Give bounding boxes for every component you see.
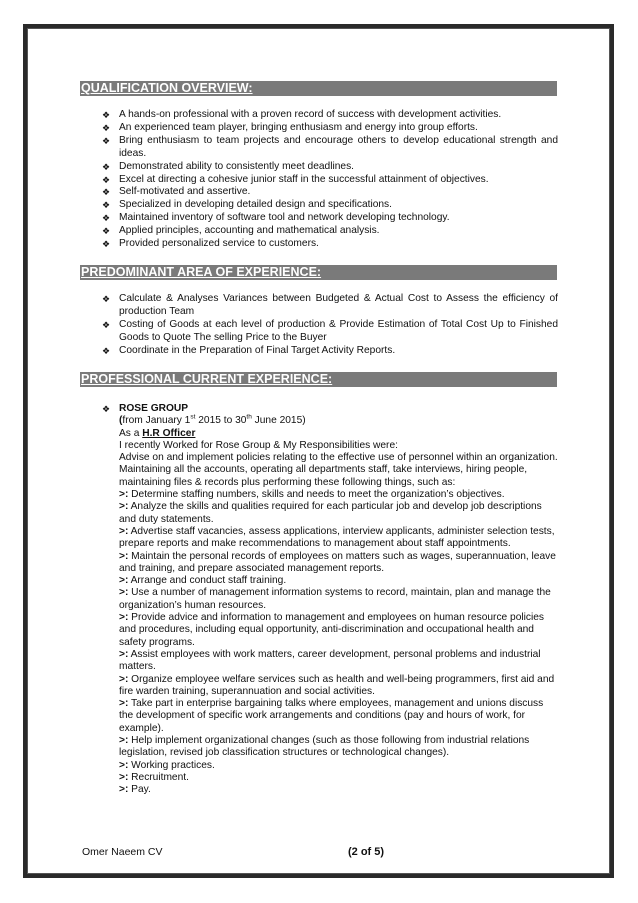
list-item: ❖ Specialized in developing detailed design and specifications. xyxy=(101,199,392,211)
page-number: (2 of 5) xyxy=(348,846,385,858)
diamond-bullet-icon: ❖ xyxy=(101,200,111,211)
duty-item: >: Pay. xyxy=(119,784,151,796)
diamond-bullet-icon: ❖ xyxy=(101,345,111,356)
duty-item: >: Maintain the personal records of employees on matters such as wages, superannuation, leave and training, and prepare associated management reports. xyxy=(119,550,556,574)
list-item: ❖ Coordinate in the Preparation of Final Target Activity Reports. xyxy=(101,344,396,356)
duty-item: >: Use a number of management information systems to record, maintain, plan and manage the organization’s human resources. xyxy=(119,587,551,611)
list-item: ❖ A hands-on professional with a proven record of success with development activities. xyxy=(101,109,502,120)
experience-area-list xyxy=(100,293,558,358)
employment-dates: (from January 1st 2015 to 30th June 2015) xyxy=(119,413,306,427)
job-role: As a H.R Officer xyxy=(119,427,196,439)
diamond-bullet-icon: ❖ xyxy=(101,161,111,172)
diamond-bullet-icon: ❖ xyxy=(101,239,111,250)
diamond-bullet-icon: ❖ xyxy=(101,187,111,198)
diamond-bullet-icon: ❖ xyxy=(101,294,111,304)
list-item: ❖ Calculate & Analyses Variances between Budgeted & Actual Cost to Assess the efficiency of production Team xyxy=(101,293,558,317)
qualification-heading: QUALIFICATION OVERVIEW: xyxy=(80,81,557,96)
list-item: ❖ An experienced team player, bringing enthusiasm and energy into group efforts. xyxy=(101,121,478,133)
diamond-bullet-icon: ❖ xyxy=(101,122,111,133)
duty-item: >: Help implement organizational changes (such as those following from industrial relations legislation, revised job classification structures or technological changes). xyxy=(119,735,530,759)
list-item: ❖ Provided personalized service to customers. xyxy=(101,238,319,250)
job-summary: Advise on and implement policies relating to the effective use of personnel within an organization. Maintaining all the accounts, operating all departments staff, take interviews, hiring people, maintaining files & records plus performing these following things, such as: xyxy=(119,452,558,488)
list-item: ❖ Costing of Goods at each level of production & Provide Estimation of Total Cost Up to Finished Goods to Quote The selling Price to the Buyer xyxy=(101,318,558,343)
list-item: ❖ Self-motivated and assertive. xyxy=(101,186,251,198)
diamond-bullet-icon: ❖ xyxy=(101,404,111,414)
duty-item: >: Analyze the skills and qualities required for each particular job and develop job descriptions and duty statements. xyxy=(119,501,542,525)
duty-item: >: Recruitment. xyxy=(119,771,189,783)
experience-area-heading: PREDOMINANT AREA OF EXPERIENCE: xyxy=(80,265,557,280)
diamond-bullet-icon: ❖ xyxy=(101,110,111,120)
duty-item: >: Provide advice and information to management and employees on human resource policies and procedures, including equal opportunity, anti-discrimination and occupational health and safety programs. xyxy=(119,612,545,648)
list-item: ❖ Demonstrated ability to consistently meet deadlines. xyxy=(101,160,354,172)
duty-item: >: Determine staffing numbers, skills and needs to meet the organization’s objectives. xyxy=(119,489,505,501)
job-entry xyxy=(100,403,560,797)
list-item: ❖ Maintained inventory of software tool and network developing technology. xyxy=(101,212,450,224)
job-intro: I recently Worked for Rose Group & My Responsibilities were: xyxy=(119,439,398,451)
footer-name: Omer Naeem CV xyxy=(82,846,163,858)
current-experience-heading: PROFESSIONAL CURRENT EXPERIENCE: xyxy=(80,372,557,387)
diamond-bullet-icon: ❖ xyxy=(101,213,111,224)
duty-item: >: Assist employees with work matters, career development, personal problems and industrial matters. xyxy=(119,648,541,673)
list-item: ❖ Applied principles, accounting and mathematical analysis. xyxy=(101,225,380,237)
duty-item: >: Organize employee welfare services such as health and well-being programmers, first aid and fire warden training, superannuation and social activities. xyxy=(119,673,555,697)
duty-item: >: Working practices. xyxy=(119,759,215,771)
diamond-bullet-icon: ❖ xyxy=(101,135,111,146)
list-item: ❖ Bring enthusiasm to team projects and encourage others to develop educational strength and ideas. xyxy=(101,134,558,159)
duty-item: >: Arrange and conduct staff training. xyxy=(119,575,287,587)
list-item: ❖ Excel at directing a cohesive junior staff in the successful attainment of objectives. xyxy=(101,173,489,185)
diamond-bullet-icon: ❖ xyxy=(101,174,111,185)
qualification-list xyxy=(100,109,558,251)
duty-item: >: Advertise staff vacancies, assess applications, interview applicants, administer selection tests, prepare reports and make recommendations to management about staff appointments. xyxy=(119,525,555,550)
diamond-bullet-icon: ❖ xyxy=(101,226,111,237)
duty-item: >: Take part in enterprise bargaining talks where employees, management and unions discuss the development of specific work arrangements and conditions (pay and hours of work, for example). xyxy=(119,698,544,734)
diamond-bullet-icon: ❖ xyxy=(101,319,111,330)
company-name: ROSE GROUP xyxy=(119,403,189,414)
